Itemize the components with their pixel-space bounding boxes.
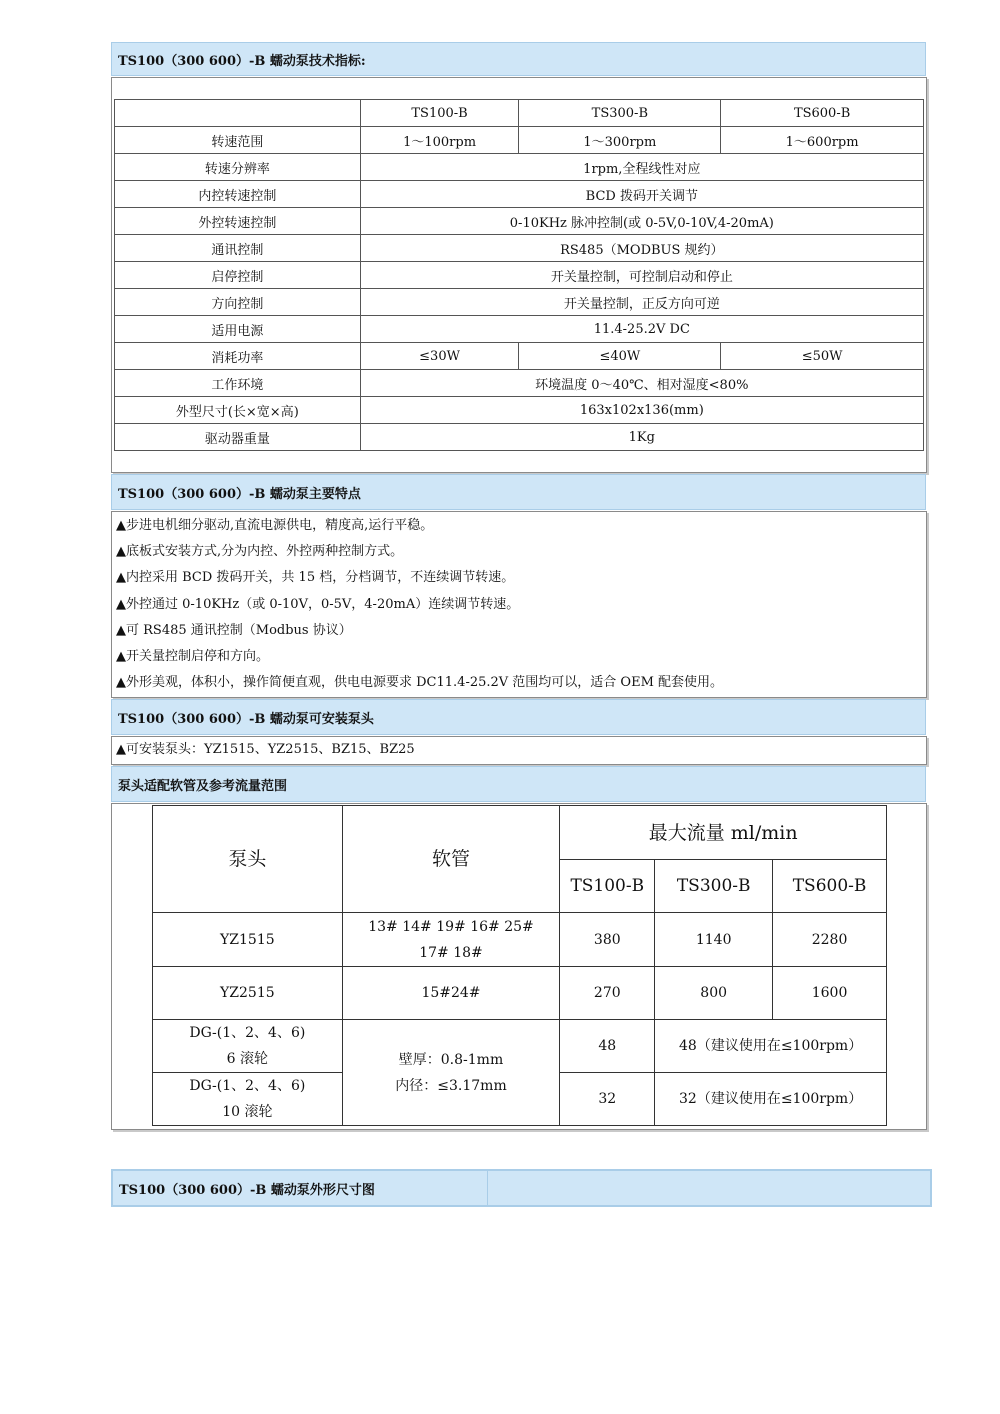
flow-head-line: DG-(1、2、4、6) bbox=[189, 1025, 306, 1041]
spec-row bbox=[115, 289, 924, 316]
spec-model: TS100-B bbox=[360, 100, 519, 127]
spec-label: 转速范围 bbox=[115, 127, 361, 154]
spec-value: ≤50W bbox=[721, 343, 924, 370]
spec-label: 启停控制 bbox=[115, 262, 361, 289]
pumphead-text: ▲可安装泵头：YZ1515、YZ2515、BZ15、BZ25 bbox=[116, 742, 415, 757]
flow-tube-line: 17# 18# bbox=[419, 944, 483, 961]
spec-value: ≤40W bbox=[519, 343, 721, 370]
spec-row bbox=[115, 424, 924, 451]
dimension-title: TS100（300 600）-B 蠕动泵外形尺寸图 bbox=[119, 1182, 375, 1198]
spec-value: ≤30W bbox=[360, 343, 519, 370]
feature-item: ▲可 RS485 通讯控制（Modbus 协议） bbox=[116, 622, 352, 638]
feature-item: ▲外形美观，体积小，操作简便直观，供电电源要求 DC11.4-25.2V 范围均可以，适合 OEM 配套使用。 bbox=[116, 675, 724, 691]
spec-row bbox=[115, 235, 924, 262]
flow-value: 270 bbox=[560, 967, 655, 1020]
spec-row bbox=[115, 370, 924, 397]
spec-value: 1～600rpm bbox=[721, 127, 924, 154]
spec-row bbox=[115, 343, 924, 370]
flow-head: YZ2515 bbox=[153, 967, 343, 1020]
flow-value: 48（建议使用在≤100rpm） bbox=[655, 1020, 887, 1073]
flow-tube bbox=[342, 913, 560, 967]
dimension-section-header bbox=[111, 1169, 932, 1207]
flow-value: 32 bbox=[560, 1073, 655, 1126]
spec-value: 163x102x136(mm) bbox=[360, 397, 923, 424]
dimension-header-divider bbox=[487, 1170, 488, 1206]
flow-tube-line: 壁厚：0.8-1mm bbox=[398, 1051, 504, 1068]
spec-row bbox=[115, 397, 924, 424]
spec-label: 外型尺寸(长×宽×高) bbox=[115, 397, 361, 424]
spec-label: 工作环境 bbox=[115, 370, 361, 397]
flow-tube-col: 软管 bbox=[342, 806, 560, 913]
spec-value: BCD 拨码开关调节 bbox=[360, 181, 923, 208]
spec-row bbox=[115, 316, 924, 343]
flow-value: 32（建议使用在≤100rpm） bbox=[655, 1073, 887, 1126]
flow-tube: 15#24# bbox=[342, 967, 560, 1020]
flow-max-col: 最大流量 ml/min bbox=[560, 806, 887, 860]
spec-row bbox=[115, 181, 924, 208]
spec-header-empty bbox=[115, 100, 361, 127]
features-section-header bbox=[111, 474, 926, 510]
feature-item: ▲开关量控制启停和方向。 bbox=[116, 649, 269, 665]
flow-head-line: DG-(1、2、4、6) bbox=[189, 1078, 306, 1094]
flow-table bbox=[152, 805, 887, 1126]
spec-value: 1Kg bbox=[360, 424, 923, 451]
spec-label: 外控转速控制 bbox=[115, 208, 361, 235]
flow-value: 800 bbox=[655, 967, 773, 1020]
spec-header-row bbox=[115, 100, 924, 127]
flow-model: TS600-B bbox=[773, 860, 887, 913]
spec-model: TS600-B bbox=[721, 100, 924, 127]
spec-label: 驱动器重量 bbox=[115, 424, 361, 451]
spec-value: 开关量控制，正反方向可逆 bbox=[360, 289, 923, 316]
spec-label: 适用电源 bbox=[115, 316, 361, 343]
features-list bbox=[116, 513, 723, 696]
flow-row bbox=[153, 1020, 887, 1073]
flow-model: TS300-B bbox=[655, 860, 773, 913]
features-title: TS100（300 600）-B 蠕动泵主要特点 bbox=[118, 486, 361, 502]
feature-item: ▲步进电机细分驱动,直流电源供电，精度高,运行平稳。 bbox=[116, 518, 434, 533]
spec-value: 0-10KHz 脉冲控制(或 0-5V,0-10V,4-20mA) bbox=[360, 208, 923, 235]
flow-head bbox=[153, 1073, 343, 1126]
spec-value: 1～300rpm bbox=[519, 127, 721, 154]
spec-label: 通讯控制 bbox=[115, 235, 361, 262]
feature-item: ▲外控通过 0-10KHz（或 0-10V，0-5V，4-20mA）连续调节转速。 bbox=[116, 596, 520, 612]
specs-section-header bbox=[111, 42, 926, 76]
spec-table bbox=[114, 99, 924, 451]
spec-model: TS300-B bbox=[519, 100, 721, 127]
spec-label: 方向控制 bbox=[115, 289, 361, 316]
pumphead-section-header bbox=[111, 699, 926, 735]
tubing-section-header bbox=[111, 766, 926, 802]
flow-head bbox=[153, 1020, 343, 1073]
spec-value: 11.4-25.2V DC bbox=[360, 316, 923, 343]
tubing-title: 泵头适配软管及参考流量范围 bbox=[118, 778, 288, 794]
spec-label: 转速分辨率 bbox=[115, 154, 361, 181]
spec-label: 消耗功率 bbox=[115, 343, 361, 370]
flow-head-line: 6 滚轮 bbox=[226, 1051, 269, 1067]
spec-row bbox=[115, 262, 924, 289]
flow-model: TS100-B bbox=[560, 860, 655, 913]
spec-row bbox=[115, 154, 924, 181]
flow-row bbox=[153, 913, 887, 967]
flow-value: 48 bbox=[560, 1020, 655, 1073]
flow-header-row bbox=[153, 806, 887, 860]
spec-row bbox=[115, 208, 924, 235]
flow-tube-line: 13# 14# 19# 16# 25# bbox=[368, 918, 534, 935]
flow-value: 380 bbox=[560, 913, 655, 967]
spec-value: 1～100rpm bbox=[360, 127, 519, 154]
pumphead-title: TS100（300 600）-B 蠕动泵可安装泵头 bbox=[118, 711, 374, 727]
feature-item: ▲底板式安装方式,分为内控、外控两种控制方式。 bbox=[116, 544, 404, 560]
spec-label: 内控转速控制 bbox=[115, 181, 361, 208]
flow-head-line: 10 滚轮 bbox=[222, 1104, 273, 1120]
flow-tube bbox=[342, 1020, 560, 1126]
feature-item: ▲内控采用 BCD 拨码开关，共 15 档，分档调节，不连续调节转速。 bbox=[116, 570, 515, 586]
flow-value: 1140 bbox=[655, 913, 773, 967]
spec-value: 开关量控制，可控制启动和停止 bbox=[360, 262, 923, 289]
flow-value: 1600 bbox=[773, 967, 887, 1020]
flow-head-col: 泵头 bbox=[153, 806, 343, 913]
spec-value: 环境温度 0～40℃、相对湿度<80% bbox=[360, 370, 923, 397]
specs-title: TS100（300 600）-B 蠕动泵技术指标: bbox=[118, 53, 366, 69]
flow-row bbox=[153, 967, 887, 1020]
flow-tube-line: 内径：≤3.17mm bbox=[395, 1077, 507, 1094]
flow-value: 2280 bbox=[773, 913, 887, 967]
flow-head: YZ1515 bbox=[153, 913, 343, 967]
spec-value: RS485（MODBUS 规约） bbox=[360, 235, 923, 262]
spec-row bbox=[115, 127, 924, 154]
spec-value: 1rpm,全程线性对应 bbox=[360, 154, 923, 181]
